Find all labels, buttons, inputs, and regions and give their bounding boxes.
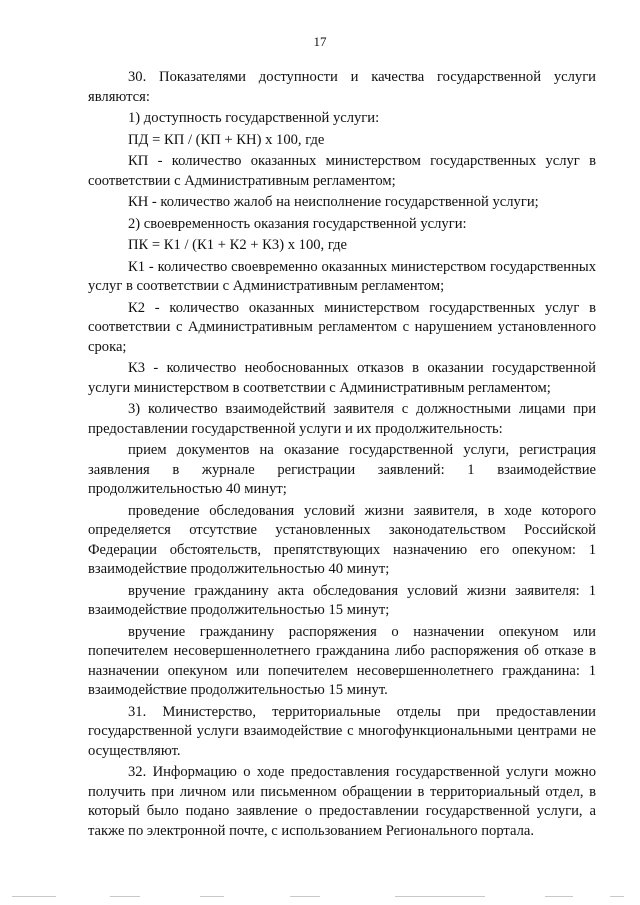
document-body: [88, 68, 596, 841]
paragraph-32: 32. Информацию о ходе предоставления государственной услуги можно получить при личном или письменном обращении в территориальный отдел, в который было подано заявление о предоставлении государственной услуги, а также по электронной почте, с использованием Регионального портала.: [88, 764, 596, 839]
page-number: 17: [313, 34, 327, 49]
definition-kn: КН - количество жалоб на неисполнение государственной услуги;: [128, 194, 539, 210]
interaction-act-delivery: вручение гражданину акта обследования условий жизни заявителя: 1 взаимодействие продолжительностью 15 минут;: [88, 582, 596, 618]
definition-k2: К2 - количество оказанных министерством государственных услуг в соответствии с Административным регламентом с нарушением установленного срока;: [88, 299, 596, 355]
formula-pd: ПД = КП / (КП + КН) х 100, где: [128, 131, 325, 148]
scan-noise-line: [0, 896, 640, 897]
paragraph-31: 31. Министерство, территориальные отделы при предоставлении государственной услуги взаимодействие с многофункциональными центрами не осуществляют.: [88, 703, 596, 759]
definition-kp: КП - количество оказанных министерством государственных услуг в соответствии с Административным регламентом;: [88, 153, 596, 189]
definition-k1: К1 - количество своевременно оказанных министерством государственных услуг в соответствии с Административным регламентом;: [88, 258, 596, 294]
paragraph-accessibility: 1) доступность государственной услуги:: [128, 110, 380, 126]
paragraph-timeliness: 2) своевременность оказания государственной услуги:: [128, 215, 467, 232]
interaction-order-delivery: вручение гражданину распоряжения о назначении опекуном или попечителем несовершеннолетнего гражданина либо распоряжения об отказе в назначении опекуном или попечителем несовершеннолетнего гражданина: 1 взаимодействие продолжительностью 15 минут.: [88, 623, 596, 698]
paragraph-30: 30. Показателями доступности и качества государственной услуги являются:: [88, 69, 596, 105]
interaction-document-reception: прием документов на оказание государственной услуги, регистрация заявления в журнале регистрации заявлений: 1 взаимодействие продолжительностью 40 минут;: [88, 442, 596, 497]
paragraph-interactions: 3) количество взаимодействий заявителя с должностными лицами при предоставлении государственной услуги и их продолжительность:: [88, 401, 596, 437]
interaction-inspection: проведение обследования условий жизни заявителя, в ходе которого определяется отсутствие установленных законодательством Российской Федерации обстоятельств, препятствующих назначению его опекуном: 1 взаимодействие продолжительностью 40 минут;: [88, 502, 596, 577]
definition-k3: К3 - количество необоснованных отказов в оказании государственной услуги министерством в соответствии с Административным регламентом;: [88, 360, 596, 396]
formula-pk: ПК = К1 / (К1 + К2 + К3) х 100, где: [128, 237, 347, 253]
